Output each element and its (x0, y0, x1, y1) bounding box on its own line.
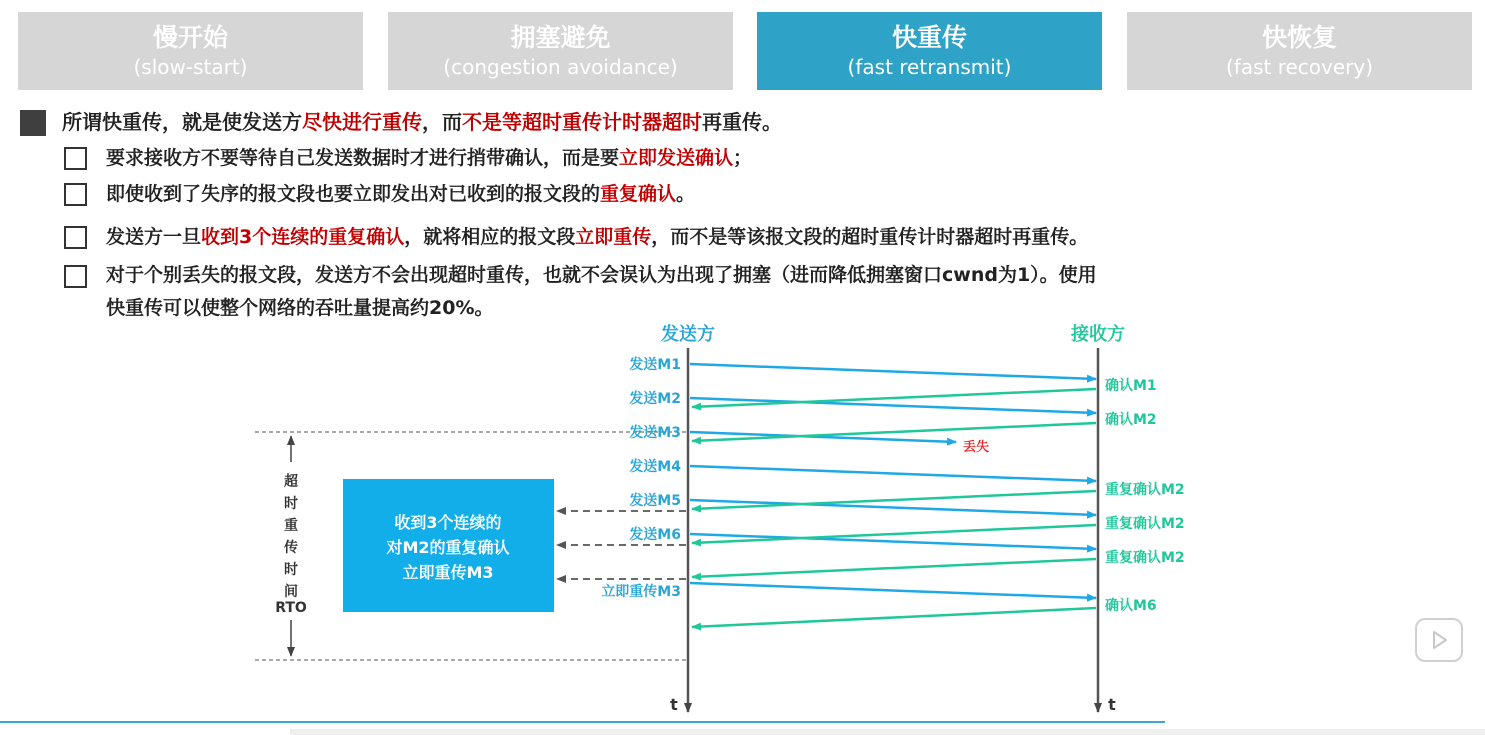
text: ； (733, 147, 753, 169)
ack-label: 重复确认M2 (1105, 516, 1185, 532)
tab-subtitle: (slow-start) (133, 55, 248, 79)
text: ，而 (422, 110, 462, 134)
highlight: 重复确认 (600, 183, 677, 205)
rto-char: 间 (284, 584, 298, 600)
receiver-label: 接收方 (1071, 324, 1125, 345)
send-arrow-retransmit-m3 (690, 583, 1096, 598)
rto-char: 超 (284, 474, 298, 490)
text: ，就将相应的报文段 (404, 226, 576, 248)
tab-title: 慢开始 (152, 23, 228, 52)
ack-arrow-m6 (692, 608, 1096, 627)
callout-line: 立即重传M3 (402, 563, 494, 582)
text: 即使收到了失序的报文段也要立即发出对已收到的报文段的 (106, 183, 601, 205)
dup-ack-arrow-3 (692, 559, 1096, 577)
text: 所谓快重传，就是使发送方 (62, 110, 302, 134)
bottom-divider (0, 721, 1165, 723)
ack-label: 确认M2 (1105, 412, 1157, 428)
tab-title: 快重传 (891, 23, 967, 52)
send-label: 发送M3 (629, 425, 681, 441)
rto-char: 时 (284, 496, 298, 512)
play-button[interactable] (1415, 618, 1463, 662)
highlight: 立即发送确认 (619, 147, 734, 169)
ack-label: 重复确认M2 (1105, 482, 1185, 498)
sender-time-label: t (670, 695, 678, 714)
send-label: 发送M5 (629, 493, 681, 509)
bullet-4-line-2: 快重传可以使整个网络的吞吐量提高约20%。 (106, 297, 494, 319)
text: 。 (676, 183, 696, 205)
highlight: 尽快进行重传 (302, 110, 422, 134)
ack-label: 重复确认M2 (1105, 550, 1185, 566)
lost-label: 丢失 (963, 440, 990, 455)
rto-char: 时 (284, 562, 298, 578)
rto-char: 传 (284, 540, 298, 556)
tab-subtitle: (fast retransmit) (847, 55, 1012, 79)
text: ，而不是等该报文段的超时重传计时器超时再重传。 (651, 226, 1089, 248)
send-label: 发送M6 (629, 527, 681, 543)
callout-line: 对M2的重复确认 (386, 538, 510, 557)
receiver-time-label: t (1108, 695, 1116, 714)
ack-arrow-m2 (692, 423, 1096, 441)
send-label: 发送M1 (629, 357, 681, 373)
sender-label: 发送方 (661, 324, 715, 345)
tab-title: 拥塞避免 (510, 23, 611, 52)
tab-subtitle: (fast recovery) (1225, 55, 1374, 79)
send-arrow-m4 (690, 466, 1096, 481)
text: 要求接收方不要等待自己发送数据时才进行捎带确认，而是要 (106, 147, 620, 169)
bullet-4-line-1: 对于个别丢失的报文段，发送方不会出现超时重传，也就不会误认为出现了拥塞（进而降低拥塞窗口cwnd为1）。使用 (106, 264, 1097, 286)
rto-char: 重 (284, 518, 298, 534)
text: 发送方一旦 (106, 226, 202, 248)
bottom-scrollbar[interactable] (290, 729, 1485, 735)
tab-title: 快恢复 (1261, 23, 1337, 52)
send-label: 立即重传M3 (601, 584, 681, 600)
tab-subtitle: (congestion avoidance) (443, 55, 678, 79)
ack-label: 确认M6 (1105, 598, 1157, 614)
send-label: 发送M2 (629, 391, 681, 407)
send-label: 发送M4 (629, 459, 681, 475)
highlight: 收到3个连续的重复确认 (201, 226, 405, 248)
callout-line: 收到3个连续的 (394, 513, 502, 532)
text: 再重传。 (702, 110, 782, 134)
send-arrow-m1 (690, 364, 1096, 379)
ack-label: 确认M1 (1105, 378, 1157, 394)
play-icon (1417, 620, 1461, 660)
highlight: 不是等超时重传计时器超时 (462, 110, 702, 134)
highlight: 立即重传 (575, 226, 652, 248)
rto-label: RTO (275, 600, 307, 616)
